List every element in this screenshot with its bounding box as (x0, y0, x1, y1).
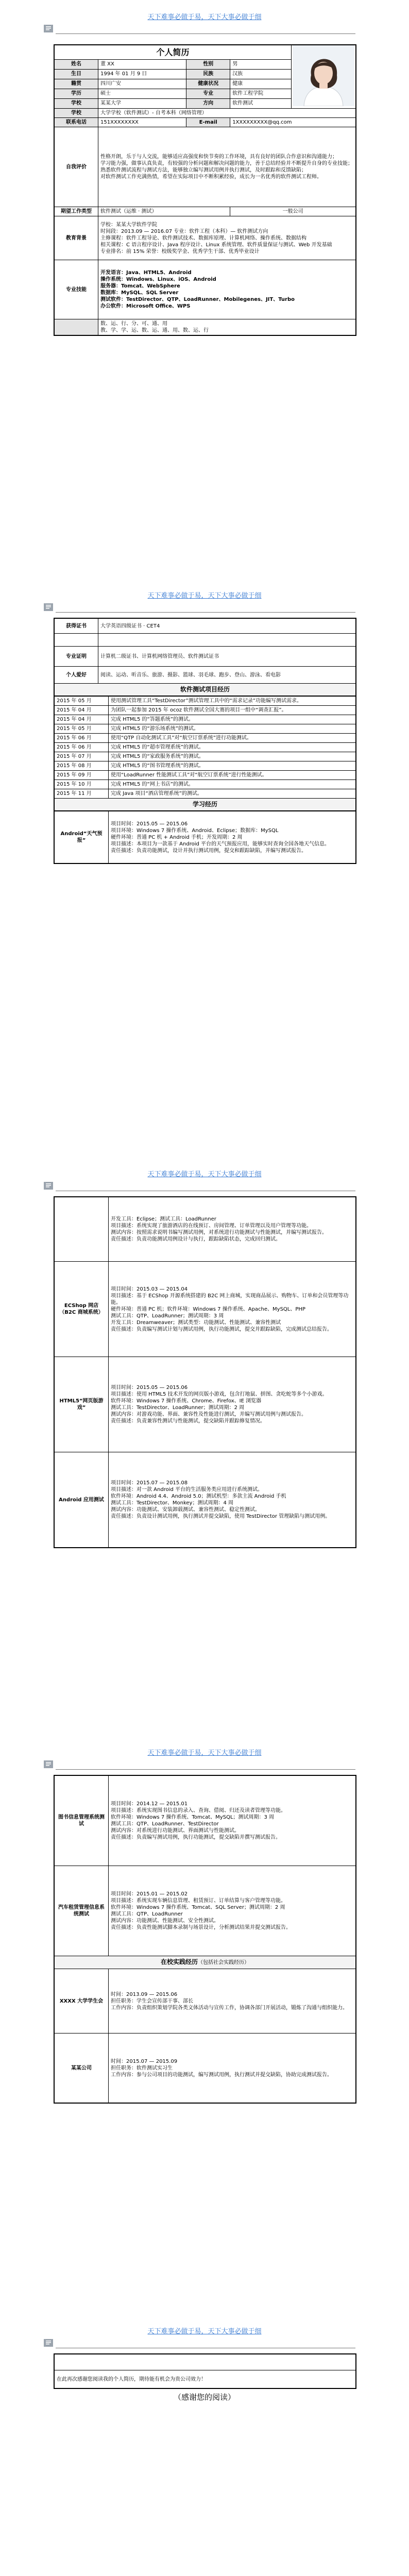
table-row (55, 752, 356, 761)
goal-value: 软件测试（运维 · 测试） (98, 207, 230, 216)
project-line: 测试工具：QTP、LoadRunner；测试周期：3 周 (111, 1313, 224, 1319)
skill-extra-line: 教、学、学、运、数、运、通、用、数、运、行 (100, 328, 209, 333)
project-date: 2015 年 04 月 (55, 706, 109, 715)
resume-title: 个人简历 (55, 45, 292, 60)
header-rule (56, 33, 355, 34)
project-details (109, 1262, 356, 1357)
project-line: 责任描述：负责兼容性测试与性能测试，提交缺陷并跟踪修复情况。 (111, 1418, 265, 1424)
project-line: 项目描述：基于 ECShop 开源系统搭建的 B2C 网上商城，实现商品展示、购物车、订单和会员管理等功能。 (111, 1293, 349, 1306)
degree-value: 硕士 (98, 89, 186, 98)
practice-line: 工作内容：负责组织策划学院各类文体活动与宣传工作，协调各部门开展活动，锻炼了沟通与组织能力。 (111, 2005, 348, 2011)
project-line: 责任描述：负责功能测试用例设计与执行，跟踪缺陷状态，完成回归测试。 (111, 1236, 281, 1242)
project-table (54, 1196, 356, 1548)
table-row (55, 706, 356, 715)
skills-extra-text (98, 319, 356, 335)
page-slogan: 天下难事必做于易，天下大事必做于细 (147, 592, 262, 600)
project-details (109, 1776, 356, 1866)
project-line: 项目时间：2015.05 — 2015.06 (111, 1385, 188, 1391)
skills-extra-label (55, 319, 98, 335)
word-document-icon (44, 25, 53, 32)
word-document-icon (44, 603, 53, 611)
table-row (55, 715, 356, 724)
name-value: 董 XX (98, 59, 186, 69)
project-line: 项目时间：2015.07 — 2015.08 (111, 1480, 188, 1486)
project-line: 项目描述：系统实现图书信息的录入、查询、借阅、归还及读者管理等功能。 (111, 1808, 286, 1814)
major-value: 软件工程学院 (230, 89, 292, 98)
project-details (109, 1197, 356, 1262)
blank-cell (98, 634, 356, 647)
project-line: 项目描述：对一款 Android 平台的生活服务类应用进行系统测试。 (111, 1487, 263, 1493)
practice-name: XXXX 大学学生会 (55, 1969, 109, 2033)
practice-line: 担任职务：学生会宣传部干事、部长 (111, 1998, 193, 2004)
thanks-text: （感谢您的阅读） (173, 2393, 235, 2402)
page-slogan: 天下难事必做于易，天下大事必做于细 (147, 1749, 262, 1757)
table-row (55, 724, 356, 734)
project-name: HTML5“网页版游戏” (55, 1357, 109, 1452)
practice-line: 时间：2015.07 — 2015.09 (111, 2058, 178, 2064)
portrait-image (293, 45, 354, 106)
project-date: 2015 年 05 月 (55, 724, 109, 734)
table-row (55, 771, 356, 780)
project-line: 责任描述：负责设计测试用例，执行测试并提交缺陷，使用 TestDirector 管理缺陷与测试用例。 (111, 1514, 331, 1519)
table-row (55, 743, 356, 752)
skill-line: 测试软件：TestDirector、QTP、LoadRunner、Mobilegenes、JIT、Turbo (100, 297, 295, 302)
project-line: 责任描述：负责编写测试计划与测试用例，执行功能测试，提交并跟踪缺陷，完成测试总结报告。 (111, 1326, 332, 1332)
education-line: 相关课程：C 语言程序设计、Java 程序设计、Linux 系统管理、软件质量保证与测试、Web 开发基础 (100, 242, 332, 248)
certificates-label: 获得证书 (55, 619, 98, 634)
table-row (55, 761, 356, 771)
project-desc: 完成 HTML5 的“游乐场系统”的测试。 (109, 724, 356, 734)
birth-label: 生日 (55, 69, 98, 79)
table-row (55, 697, 356, 706)
skill-line: 数据库：MySQL、SQL Server (100, 290, 179, 296)
email-label: E-mail (186, 118, 230, 127)
hobbies-label: 个人爱好 (55, 667, 98, 684)
project-details (109, 1452, 356, 1548)
skill-line: 服务器：Tomcat、WebSphere (100, 283, 180, 289)
closing-table (54, 2353, 356, 2389)
projects-section-title: 软件测试项目经历 (55, 684, 356, 696)
project-line: 硬件环境：普通 PC 机；软件环境：Windows 7 操作系统、Apache、MySQL、PHP (111, 1306, 305, 1312)
project-name: Android 应用测试 (55, 1452, 109, 1548)
name-label: 姓名 (55, 59, 98, 69)
school-full-value: 大学学校（软件测试）- 自考本科（网络管理） (98, 109, 356, 118)
blank-cell (55, 634, 98, 647)
header-rule (56, 612, 355, 613)
phone-value: 151XXXXXXXX (98, 118, 186, 127)
project-date: 2015 年 05 月 (55, 697, 109, 706)
project-name: 汽车租赁管理信息系统测试 (55, 1866, 109, 1956)
ethnicity-label: 民族 (186, 69, 230, 79)
word-document-icon (44, 1760, 53, 1768)
project-desc: 使用“LoadRunner 性能测试工具”对“航空订票系统”进行性能测试。 (109, 771, 356, 780)
project-line: 项目描述：系统实现车辆信息管理、租赁预订、订单结算与客户管理等功能。 (111, 1898, 286, 1904)
skills-text (98, 260, 356, 319)
table-row (55, 780, 356, 789)
project-line: 测试工具：QTP、LoadRunner、TestDirector (111, 1821, 219, 1827)
qualifications-label: 专业证明 (55, 647, 98, 667)
project-line: 测试工具：TestDirector、LoadRunner；测试周期：2 周 (111, 1405, 245, 1411)
project-details (109, 1866, 356, 1956)
page-slogan: 天下难事必做于易，天下大事必做于细 (147, 2328, 262, 2335)
project-line: 软件环境：Windows 7 操作系统、Chrome、Firefox、IE 浏览器 (111, 1398, 262, 1404)
degree-label: 学历 (55, 89, 98, 98)
project-name: 图书信息管理系统测试 (55, 1776, 109, 1866)
school-label: 学校 (55, 98, 98, 108)
practice-line: 担任职务：软件测试实习生 (111, 2065, 173, 2071)
table-row (55, 789, 356, 799)
education-line: 学校：某某大学软件学院 (100, 222, 157, 228)
goal-right-value: 一般公司 (230, 207, 356, 216)
project-table (54, 1775, 356, 2104)
skill-line: 办公软件：Microsoft Office、WPS (100, 303, 191, 309)
direction-value: 软件测试 (230, 98, 292, 108)
project-line: 项目描述：系统实现了旅游酒店的在线预订、房间管理、订单管理以及用户管理等功能。 (111, 1223, 312, 1229)
project-line: 项目时间：2015.03 — 2015.04 (111, 1286, 188, 1292)
project-details (109, 1357, 356, 1452)
resume-table (54, 44, 356, 336)
page-2 (0, 579, 409, 1157)
certificates-value: 大学英语四级证书 · CET4 (98, 619, 356, 634)
learning-line: 项目描述：本项目为一款基于 Android 平台的天气预报应用，能够实时查询全国各地天气信息。 (111, 841, 330, 847)
education-line: 时间段：2013.09 — 2016.07 专业：软件工程（本科）— 软件测试方向 (100, 228, 268, 234)
project-line: 测试内容：对系统进行功能测试、界面测试与性能测试。 (111, 1828, 240, 1834)
project-desc: 完成 HTML5 的“图书管理系统”的测试。 (109, 761, 356, 771)
gender-label: 性别 (186, 59, 230, 69)
table-row (55, 734, 356, 743)
birth-value: 1994 年 01 月 9 日 (98, 69, 186, 79)
skills-label: 专业技能 (55, 260, 98, 319)
evaluation-line: 对软件测试工作充满热情，希望在实际项目中不断积累经验，成长为一名优秀的软件测试工程师。 (100, 174, 322, 180)
practice-subtitle: （包括社会实践经历） (198, 1960, 249, 1965)
evaluation-line: 熟悉软件测试流程与测试方法，能够独立编写测试用例并执行测试，及时跟踪和反馈缺陷； (100, 167, 306, 173)
page-5 (0, 2314, 409, 2576)
project-date: 2015 年 11 月 (55, 789, 109, 799)
learning-line: 项目环境：Windows 7 操作系统、Android、Eclipse；数据库：MySQL (111, 827, 279, 834)
project-line: 项目描述：使用 HTML5 技术开发的网页版小游戏，包含打地鼠、拼图、贪吃蛇等多个小游戏。 (111, 1392, 328, 1397)
practice-name: 某某公司 (55, 2033, 109, 2103)
evaluation-label: 自我评价 (55, 127, 98, 207)
project-desc: 使用测试管理工具“TestDirector”测试管理工具中的“需求记录”功能编写测试需求。 (109, 697, 356, 706)
goal-label: 期望工作类型 (55, 207, 98, 216)
education-line: 主修课程：软件工程导论、软件测试技术、数据库原理、计算机网络、操作系统、数据结构 (100, 235, 306, 241)
practice-line: 工作内容：参与公司项目的功能测试，编写测试用例，执行测试并提交缺陷，协助完成测试报告。 (111, 2072, 332, 2078)
project-line: 责任描述：负责编写测试用例，执行功能测试，提交缺陷并撰写测试报告。 (111, 1835, 281, 1840)
health-label: 健康状况 (186, 79, 230, 89)
project-line: 软件环境：Windows 7 操作系统、Tomcat、SQL Server；测试周期：2 周 (111, 1905, 285, 1910)
qualifications-value: 计算机二级证书、计算机网络管理员、软件测试证书 (98, 647, 356, 667)
hobbies-value: 阅读、运动、听音乐、旅游、摄影、篮球、羽毛球、跑步、登山、游泳、看电影 (98, 667, 356, 684)
page-slogan: 天下难事必做于易，天下大事必做于细 (147, 1171, 262, 1178)
ethnicity-value: 汉族 (230, 69, 292, 79)
origin-label: 籍贯 (55, 79, 98, 89)
email-value[interactable]: 1XXXXXXXXX@qq.com (230, 118, 356, 127)
projects-table (54, 696, 356, 811)
project-date: 2015 年 04 月 (55, 715, 109, 724)
project-desc: 完成 HTML5 的“家政服务系统”的测试。 (109, 752, 356, 761)
resume-table-continued (54, 618, 356, 864)
project-line: 测试内容：功能测试、性能测试、安全性测试。 (111, 1918, 219, 1924)
profile-photo (292, 45, 356, 109)
project-line: 测试内容：按照需求说明书编写测试用例，对系统进行功能测试与性能测试，并编写测试报告。 (111, 1230, 327, 1235)
evaluation-line: 性格开朗，乐于与人交流，能够适应高强度和快节奏的工作环境，具有良好的团队合作意识和沟通能力； (100, 154, 337, 160)
phone-label: 联系电话 (55, 118, 98, 127)
practice-title: 在校实践经历 (160, 1958, 198, 1965)
project-date: 2015 年 08 月 (55, 761, 109, 771)
project-line: 测试内容：对游戏功能、界面、兼容性及性能进行测试，并编写测试用例与测试报告。 (111, 1412, 306, 1417)
health-value: 健康 (230, 79, 292, 89)
blank-cell (55, 2354, 356, 2370)
project-desc: 为团队一起参加 2015 年 ocoz 软件测试全国大赛的项目一组中“调查汇报”。 (109, 706, 356, 715)
skill-line: 操作系统：Windows、Linux、iOS、Android (100, 277, 216, 282)
major-label: 专业 (186, 89, 230, 98)
page-1 (0, 0, 409, 579)
project-date: 2015 年 07 月 (55, 752, 109, 761)
practice-details (109, 1969, 356, 2033)
practice-section-title (55, 1956, 356, 1969)
learning-line: 项目时间：2015.05 — 2015.06 (111, 821, 188, 827)
project-line: 责任描述：负责性能测试脚本录制与场景设计，分析测试结果并提交测试报告。 (111, 1925, 291, 1930)
learning-line: 责任描述：负责功能测试，设计并执行测试用例，提交和跟踪缺陷，并编写测试报告。 (111, 848, 306, 854)
skill-line: 开发语言：Java、HTML5、Android (100, 270, 192, 276)
word-document-icon (44, 2339, 53, 2347)
origin-value: 四川广安 (98, 79, 186, 89)
project-date: 2015 年 06 月 (55, 734, 109, 743)
word-document-icon (44, 1182, 53, 1190)
evaluation-text (98, 127, 356, 207)
page-3 (0, 1157, 409, 1736)
school-value: 某某大学 (98, 98, 186, 108)
education-line: 专业排名：前 15% 荣誉：校级奖学金、优秀学生干部、优秀毕业设计 (100, 248, 260, 255)
learning-project-details (109, 811, 356, 863)
practice-line: 时间：2013.09 — 2015.06 (111, 1991, 178, 1997)
project-line: 测试工具：TestDirector、Monkey；测试周期：4 周 (111, 1500, 233, 1506)
blank-cell (55, 1197, 109, 1262)
direction-label: 方向 (186, 98, 230, 108)
education-label: 教育背景 (55, 216, 98, 260)
project-line: 项目时间：2014.12 — 2015.01 (111, 1801, 188, 1807)
project-desc: 完成 HTML5 的“超市管理系统”的测试。 (109, 743, 356, 752)
school-full-label: 学校 (55, 109, 98, 118)
project-desc: 使用“QTP 自动化测试工具”对“航空订票系统”进行功能测试。 (109, 734, 356, 743)
project-line: 软件环境：Windows 7 操作系统、Tomcat、MySQL；测试周期：3 周 (111, 1815, 275, 1820)
page-slogan: 天下难事必做于易，天下大事必做于细 (147, 13, 262, 21)
learning-line: 硬件环境：普通 PC 机 + Android 手机；开发周期：2 周 (111, 834, 243, 840)
project-name: ECShop 网店（B2C 商城系统） (55, 1262, 109, 1357)
project-line: 测试内容：功能测试、安装卸载测试、兼容性测试、稳定性测试。 (111, 1507, 260, 1513)
learning-section-title: 学习经历 (55, 799, 356, 811)
project-date: 2015 年 09 月 (55, 771, 109, 780)
closing-note: 在此再次感谢您阅读我的个人简历，期待能有机会为贵公司效力！ (55, 2370, 356, 2388)
project-line: 测试工具：QTP、LoadRunner (111, 1911, 183, 1917)
project-line: 开发工具：Dreamweaver；测试类型：功能测试、性能测试、兼容性测试 (111, 1319, 281, 1326)
project-date: 2015 年 10 月 (55, 780, 109, 789)
evaluation-line: 学习能力强，做事认真负责，有较强的分析问题和解决问题的能力，善于总结经验并不断提升自身的专业技能； (100, 161, 353, 166)
header-rule (56, 1769, 355, 1770)
project-line: 开发工具：Eclipse；测试工具：LoadRunner (111, 1216, 216, 1222)
learning-table (54, 811, 356, 863)
skill-extra-line: 数、运、行、分、可、通、用 (100, 321, 167, 327)
project-desc: 完成 HTML5 的“答题系统”的测试。 (109, 715, 356, 724)
gender-value: 男 (230, 59, 292, 69)
page-4 (0, 1736, 409, 2314)
project-line: 软件环境：Android 4.4、Android 5.0；测试机型：多款主流 Android 手机 (111, 1494, 286, 1499)
education-text (98, 216, 356, 260)
project-desc: 完成 HTML5 的“网上书店”的测试。 (109, 780, 356, 789)
project-desc: 完成 Java 项目“酒店管理系统”的测试。 (109, 789, 356, 799)
project-date: 2015 年 06 月 (55, 743, 109, 752)
project-line: 项目时间：2015.01 — 2015.02 (111, 1891, 188, 1897)
learning-project-label: Android“天气预报” (55, 811, 109, 863)
practice-details (109, 2033, 356, 2103)
